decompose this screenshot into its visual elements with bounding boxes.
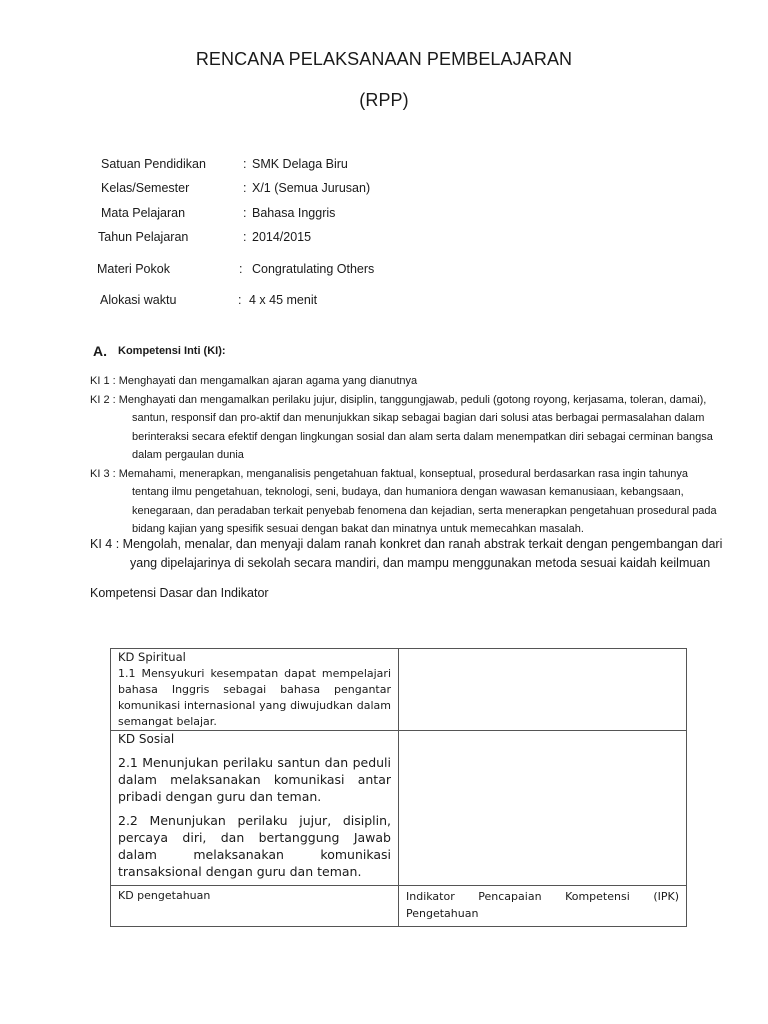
ki3-line: tentang ilmu pengetahuan, teknologi, seni, budaya, dan humaniora dengan wawasan kemanusiaan, kebangsaan, xyxy=(132,486,684,498)
kd-pengetahuan-cell xyxy=(111,886,399,927)
info-label-satuan: Satuan Pendidikan xyxy=(101,157,206,171)
ki2-line: dalam pergaulan dunia xyxy=(132,449,244,461)
info-label-mapel: Mata Pelajaran xyxy=(101,206,186,220)
info-colon: : xyxy=(243,230,247,244)
info-colon: : xyxy=(239,262,243,276)
indicator-cell-sosial xyxy=(399,731,687,886)
info-value-materi: Congratulating Others xyxy=(252,262,375,276)
ki2-line: berinteraksi secara efektif dengan lingkungan sosial dan alam serta dalam menempatkan diri sebagai cerminan bangsa xyxy=(132,430,713,443)
info-value-tahun: 2014/2015 xyxy=(252,230,312,244)
ki4-line: KI 4 : Mengolah, menalar, dan menyaji dalam ranah konkret dan ranah abstrak terkait dengan pengembangan dari xyxy=(90,537,723,551)
info-value-alokasi: 4 x 45 menit xyxy=(249,293,318,307)
table-row xyxy=(111,649,687,731)
kd-spiritual-text: 1.1 Mensyukuri kesempatan dapat mempelajari bahasa Inggris sebagai bahasa pengantar komunikasi internasional yang diwujudkan dalam semangat belajar. xyxy=(118,667,391,728)
page-subtitle: (RPP) xyxy=(359,90,409,110)
kd-sosial-heading: KD Sosial xyxy=(118,732,175,746)
ki3-line: KI 3 : Memahami, menerapkan, menganalisis pengetahuan faktual, konseptual, prosedural berdasarkan rasa ingin tahunya xyxy=(90,467,689,480)
info-value-mapel: Bahasa Inggris xyxy=(252,206,336,220)
ipk-cell xyxy=(399,886,687,927)
info-label-materi: Materi Pokok xyxy=(97,262,170,276)
kd-heading: Kompetensi Dasar dan Indikator xyxy=(90,586,269,600)
info-label-alokasi: Alokasi waktu xyxy=(100,293,177,307)
ki3-line: kenegaraan, dan peradaban terkait penyebab fenomena dan kejadian, serta menerapkan pengetahuan prosedural pada xyxy=(132,504,717,517)
info-colon: : xyxy=(243,157,247,171)
info-colon: : xyxy=(243,206,247,220)
kd-sosial-2-2: 2.2 Menunjukan perilaku jujur, disiplin, percaya diri, dan bertanggung Jawab dalam melaksanakan komunikasi transaksional dengan guru dan teman. xyxy=(118,813,391,879)
table-row xyxy=(111,731,687,886)
ipk-heading: Indikator Pencapaian Kompetensi (IPK) Pengetahuan xyxy=(406,890,679,920)
kd-sosial-2-1: 2.1 Menunjukan perilaku santun dan peduli dalam melaksanakan komunikasi antar pribadi dengan guru dan teman. xyxy=(118,755,391,804)
ki2-line: KI 2 : Menghayati dan mengamalkan perilaku jujur, disiplin, tanggungjawab, peduli (gotong royong, kerjasama, toleran, damai), xyxy=(90,393,707,406)
info-colon: : xyxy=(238,293,242,307)
table-row xyxy=(111,886,687,927)
section-letter: A. xyxy=(93,343,107,359)
kd-spiritual-cell xyxy=(111,649,399,731)
info-value-satuan: SMK Delaga Biru xyxy=(252,157,348,171)
page-title: RENCANA PELAKSANAAN PEMBELAJARAN xyxy=(195,49,573,69)
kd-table xyxy=(110,648,687,927)
kd-pengetahuan-heading: KD pengetahuan xyxy=(118,889,211,902)
info-label-kelas: Kelas/Semester xyxy=(101,181,190,195)
section-title: Kompetensi Inti (KI): xyxy=(118,345,226,357)
ki1-text: KI 1 : Menghayati dan mengamalkan ajaran agama yang dianutnya xyxy=(90,375,418,387)
info-value-kelas: X/1 (Semua Jurusan) xyxy=(252,181,371,195)
kd-sosial-cell xyxy=(111,731,399,886)
ki2-line: santun, responsif dan pro-aktif dan menunjukkan sikap sebagai bagian dari solusi atas berbagai permasalahan dalam xyxy=(132,412,705,424)
info-colon: : xyxy=(243,181,247,195)
info-label-tahun: Tahun Pelajaran xyxy=(98,230,189,244)
ki4-block xyxy=(90,535,723,573)
ki-list xyxy=(90,372,717,539)
ki4-line: yang dipelajarinya di sekolah secara mandiri, dan mampu menggunakan metoda sesuai kaidah keilmuan xyxy=(130,556,711,570)
indicator-cell-spiritual xyxy=(399,649,687,731)
ki3-line: bidang kajian yang spesifik sesuai dengan bakat dan minatnya untuk memecahkan masalah. xyxy=(132,523,584,535)
kd-spiritual-heading: KD Spiritual xyxy=(118,650,186,664)
